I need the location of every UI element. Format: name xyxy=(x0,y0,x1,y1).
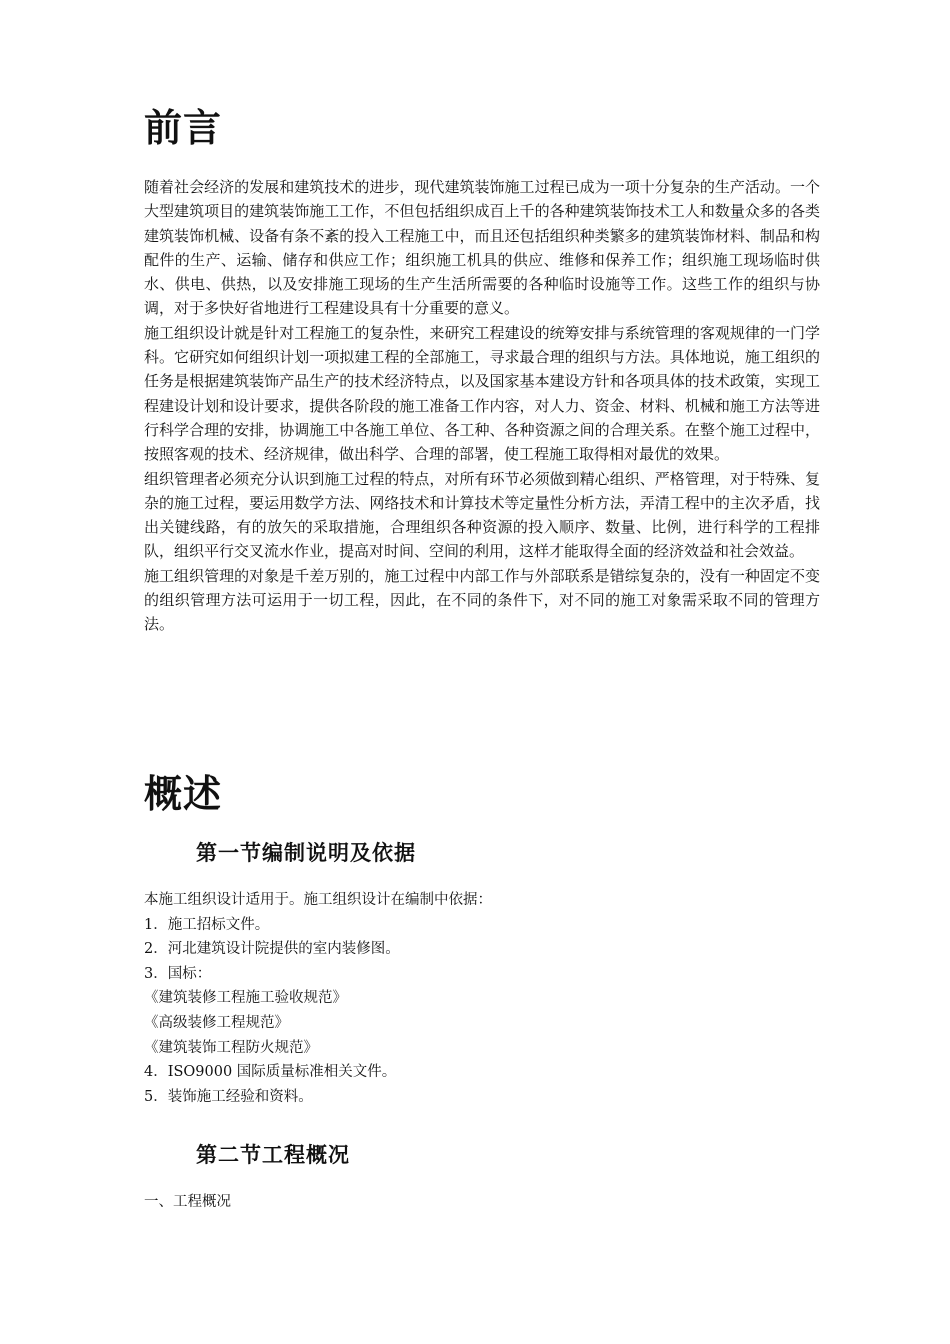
section1-line: 《高级装修工程规范》 xyxy=(144,1014,289,1031)
section1-line: 5．装饰施工经验和资料。 xyxy=(144,1088,313,1105)
section2-heading: 第二节工程概况 xyxy=(196,1142,350,1167)
section1-line: 2．河北建筑设计院提供的室内装修图。 xyxy=(144,941,400,958)
section1-line: 《建筑装修工程施工验收规范》 xyxy=(144,990,347,1007)
preface-body xyxy=(144,175,820,637)
overview-heading: 概述 xyxy=(144,772,223,816)
section1-line: 3．国标： xyxy=(144,965,212,982)
section1-line: 4．ISO9000 国际质量标准相关文件。 xyxy=(144,1064,397,1081)
preface-paragraph-1: 随着社会经济的发展和建筑技术的进步，现代建筑装饰施工过程已成为一项十分复杂的生产活动。一个大型建筑项目的建筑装饰施工工作，不但包括组织成百上千的各种建筑装饰技术工人和数量众多的各类建筑装饰机械、设备有条不紊的投入工程施工中，而且还包括组织种类繁多的建筑装饰材料、制品和构配件的生产、运输、储存和供应工作；组织施工机具的供应、维修和保养工作；组织施工现场临时供水、供电、供热，以及安排施工现场的生产生活所需要的各种临时设施等工作。这些工作的组织与协调，对于多快好省地进行工程建设具有十分重要的意义。 xyxy=(144,178,820,318)
preface-paragraph-2: 施工组织设计就是针对工程施工的复杂性，来研究工程建设的统筹安排与系统管理的客观规律的一门学科。它研究如何组织计划一项拟建工程的全部施工，寻求最合理的组织与方法。具体地说，施工组织的任务是根据建筑装饰产品生产的技术经济特点，以及国家基本建设方针和各项具体的技术政策，实现工程建设计划和设计要求，提供各阶段的施工准备工作内容，对人力、资金、材料、机械和施工方法等进行科学合理的安排，协调施工中各施工单位、各工种、各种资源之间的合理关系。在整个施工过程中，按照客观的技术、经济规律，做出科学、合理的部署，使工程施工取得相对最优的效果。 xyxy=(144,323,820,464)
section1-heading: 第一节编制说明及依据 xyxy=(196,840,416,865)
section1-line: 本施工组织设计适用于。施工组织设计在编制中依据： xyxy=(144,892,492,908)
section2-body xyxy=(144,1190,820,1215)
preface-paragraph-4: 施工组织管理的对象是千差万别的，施工过程中内部工作与外部联系是错综复杂的，没有一种固定不变的组织管理方法可运用于一切工程，因此，在不同的条件下，对不同的施工对象需采取不同的管理方法。 xyxy=(144,566,820,634)
preface-paragraph-3: 组织管理者必须充分认识到施工过程的特点，对所有环节必须做到精心组织、严格管理，对于特殊、复杂的施工过程，要运用数学方法、网络技术和计算技术等定量性分析方法，弄清工程中的主次矛盾，找出关键线路，有的放矢的采取措施，合理组织各种资源的投入顺序、数量、比例，进行科学的工程排队，组织平行交叉流水作业，提高对时间、空间的利用，这样才能取得全面的经济效益和社会效益。 xyxy=(144,469,820,561)
section1-body xyxy=(144,888,820,1109)
preface-heading: 前言 xyxy=(144,106,223,150)
section2-line: 一、工程概况 xyxy=(144,1194,231,1210)
section1-line: 《建筑装饰工程防火规范》 xyxy=(144,1039,318,1056)
section1-line: 1．施工招标文件。 xyxy=(144,916,270,933)
